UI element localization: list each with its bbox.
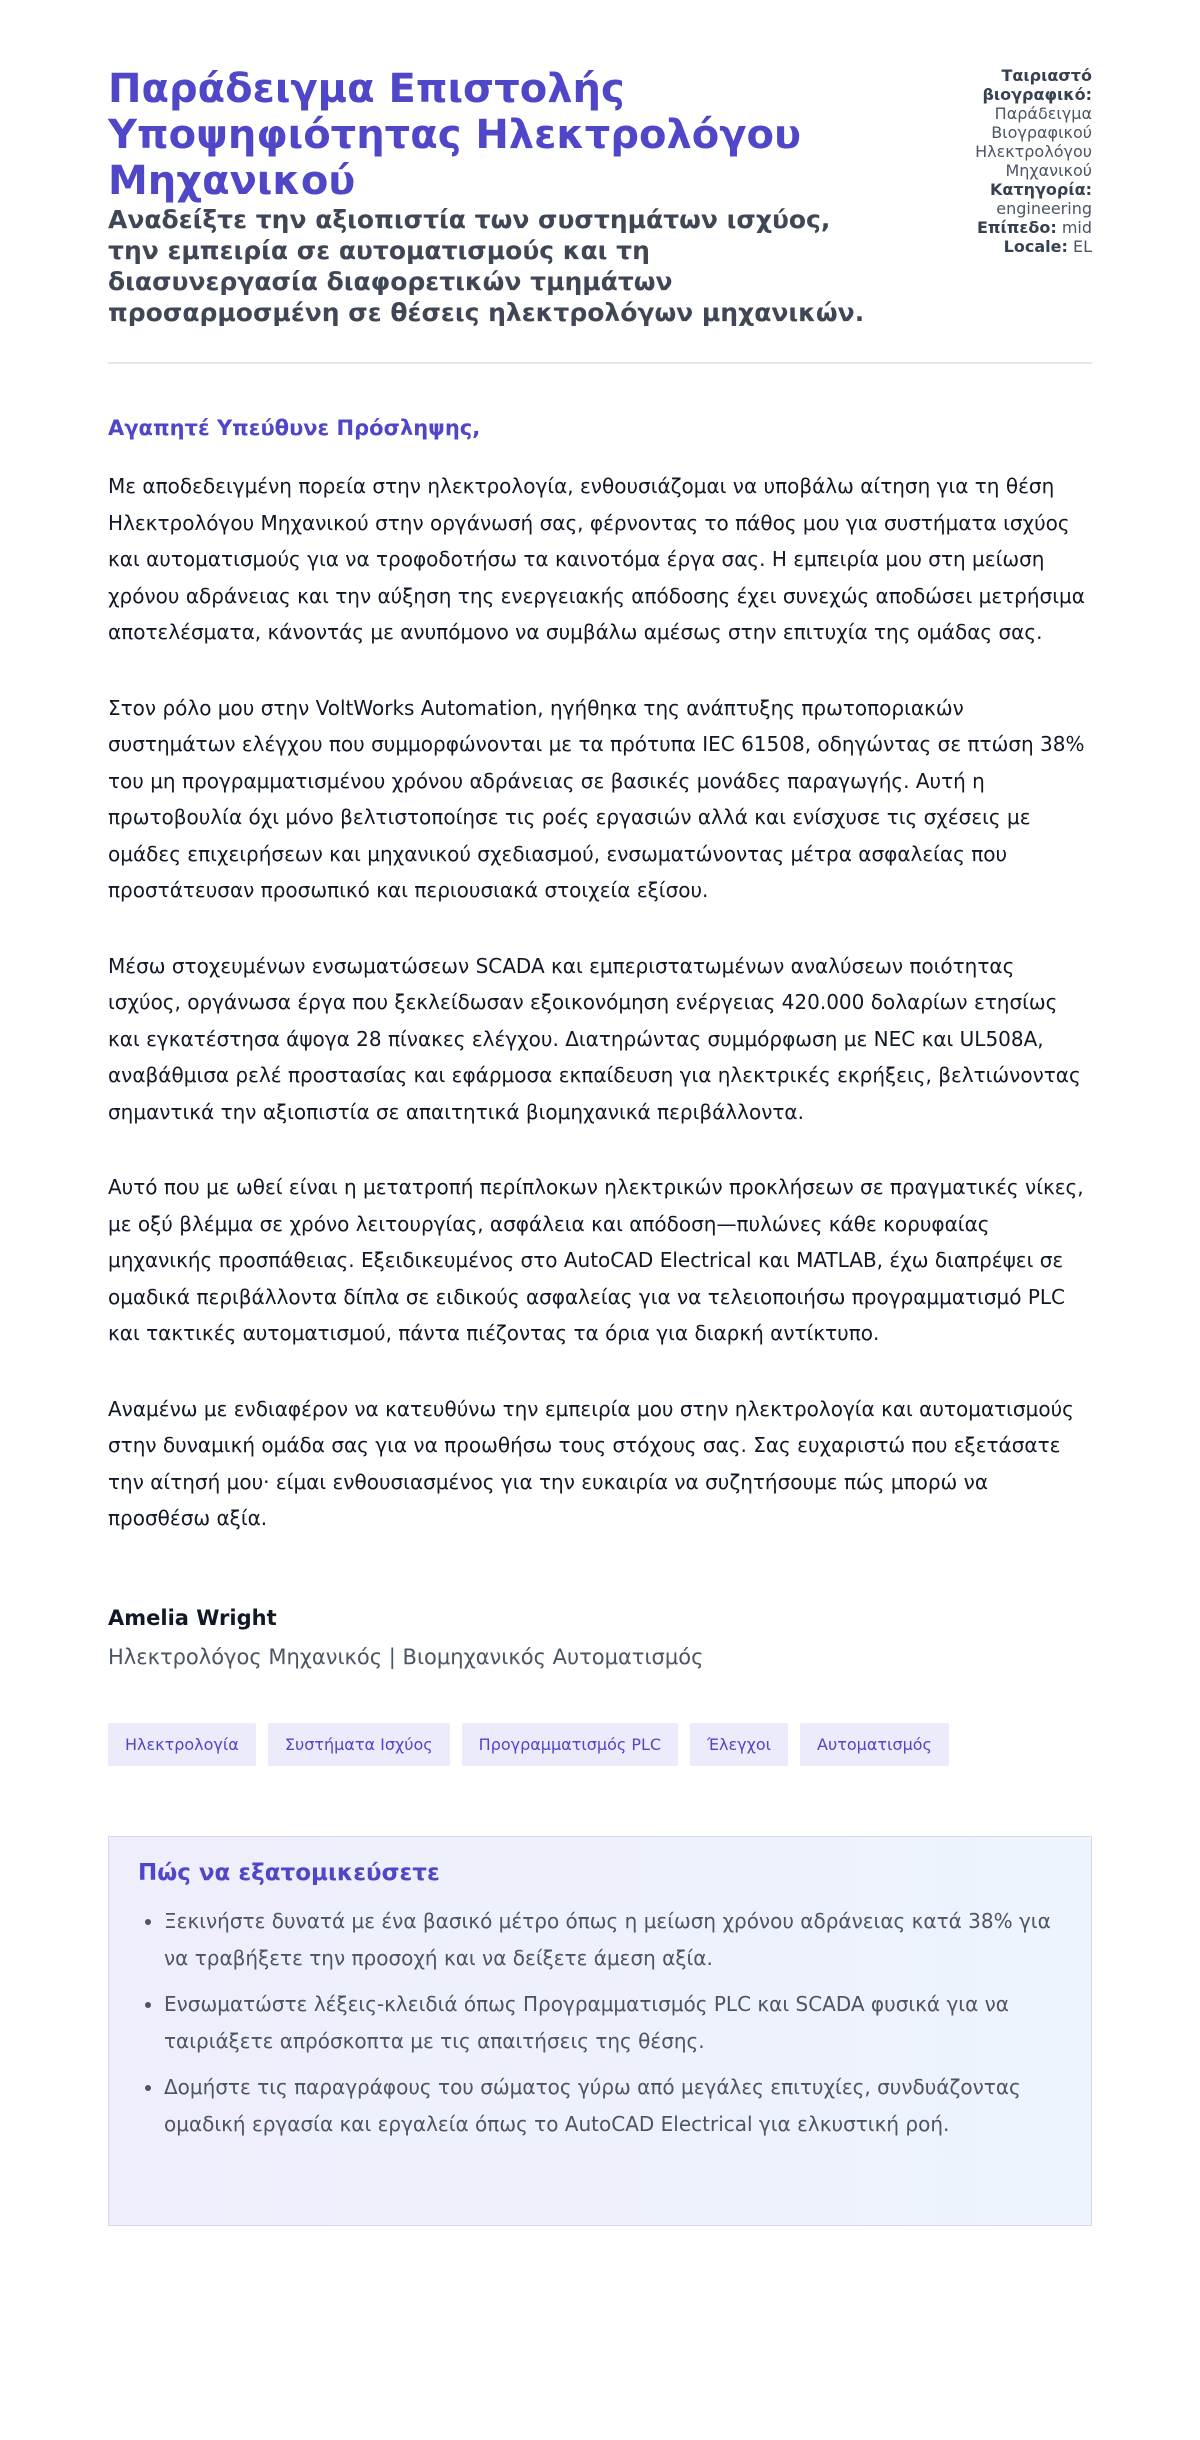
- signature-name: Amelia Wright: [108, 1605, 277, 1630]
- header: [108, 66, 1092, 328]
- body-paragraph: Με αποδεδειγμένη πορεία στην ηλεκτρολογία, ενθουσιάζομαι να υποβάλω αίτηση για τη θέση Ηλεκτρολόγου Μηχανικού στην οργάνωσή σας, φέρνοντας το πάθος μου για συστήματα ισχύος και αυτοματισμούς για να τροφοδοτήσω τα καινοτόμα έργα σας. Η εμπειρία μου στη μείωση χρόνου αδράνειας και την αύξηση της ενεργειακής απόδοσης έχει συνεχώς αποδώσει μετρήσιμα αποτελέσματα, κάνοντάς με ανυπόμονο να συμβάλω αμέσως στην επιτυχία της ομάδας σας.: [108, 474, 1085, 644]
- body-paragraph: Αυτό που με ωθεί είναι η μετατροπή περίπλοκων ηλεκτρικών προκλήσεων σε πραγματικές νίκες, με οξύ βλέμμα σε χρόνο λειτουργίας, ασφάλεια και απόδοση—πυλώνες κάθε κορυφαίας μηχανικής προσπάθειας. Εξειδικευμένος στο AutoCAD Electrical και MATLAB, έχω διαπρέψει σε ομαδικά περιβάλλοντα δίπλα σε ειδικούς ασφαλείας για να τελειοποιήσω προγραμματισμό PLC και τακτικές αυτοματισμού, πάντα πιέζοντας τα όρια για διαρκή αντίκτυπο.: [108, 1175, 1084, 1345]
- meta-level: Επίπεδο: mid: [976, 218, 1092, 237]
- page-subtitle: Αναδείξτε την αξιοπιστία των συστημάτων ισχύος, την εμπειρία σε αυτοματισμούς και τη διασυνεργασία διαφορετικών τμημάτων προσαρμοσμένη σε θέσεις ηλεκτρολόγων μηχανικών.: [108, 205, 865, 327]
- meta-level-value: mid: [1061, 218, 1092, 237]
- page-title: Παράδειγμα Επιστολής Υποψηφιότητας Ηλεκτρολόγου Μηχανικού: [108, 66, 801, 204]
- tag: Προγραμματισμός PLC: [462, 1723, 678, 1766]
- title-block: [108, 66, 868, 328]
- personalization-tips-box: [108, 1836, 1092, 2226]
- tag: Έλεγχοι: [690, 1723, 788, 1766]
- signature-role: Ηλεκτρολόγος Μηχανικός | Βιομηχανικός Αυτοματισμός: [108, 1644, 704, 1669]
- tag: Ηλεκτρολογία: [108, 1723, 256, 1766]
- tip-item: • Δομήστε τις παραγράφους του σώματος γύρω από μεγάλες επιτυχίες, συνδυάζοντας ομαδική εργασία και εργαλεία όπως το AutoCAD Electrical για ελκυστική ροή.: [164, 2069, 1062, 2143]
- salutation: Αγαπητέ Υπεύθυνε Πρόσληψης,: [108, 416, 481, 440]
- tips-title: Πώς να εξατομικεύσετε: [138, 1859, 440, 1886]
- tip-item: • Ενσωματώστε λέξεις-κλειδιά όπως Προγραμματισμός PLC και SCADA φυσικά για να ταιριάξετε απρόσκοπτα με τις απαιτήσεις της θέσης.: [164, 1986, 1062, 2060]
- meta-resume-value: Παράδειγμα Βιογραφικού Ηλεκτρολόγου Μηχανικού: [975, 104, 1092, 180]
- body-paragraph: Αναμένω με ενδιαφέρον να κατευθύνω την εμπειρία μου στην ηλεκτρολογία και αυτοματισμούς στην δυναμική ομάδα σας για να προωθήσω τους στόχους σας. Σας ευχαριστώ που εξετάσατε την αίτησή μου· είμαι ενθουσιασμένος για την ευκαιρία να συζητήσουμε πώς μπορώ να προσθέσω αξία.: [108, 1396, 1074, 1530]
- tag: Αυτοματισμός: [800, 1723, 949, 1766]
- meta-locale-value: EL: [1072, 237, 1092, 256]
- body-paragraph: Στον ρόλο μου στην VoltWorks Automation, ηγήθηκα της ανάπτυξης πρωτοποριακών συστημάτων ελέγχου που συμμορφώνονται με τα πρότυπα IEC 61508, οδηγώντας σε πτώση 38% του μη προγραμματισμένου χρόνου αδράνειας σε βασικές μονάδες παραγωγής. Αυτή η πρωτοβουλία όχι μόνο βελτιστοποίησε τις ροές εργασιών αλλά και ενίσχυσε τις σχέσεις με ομάδες επιχειρήσεων και μηχανικού σχεδιασμού, ενσωματώνοντας μέτρα ασφαλείας που προστάτευσαν προσωπικό και περιουσιακά στοιχεία εξίσου.: [108, 695, 1085, 902]
- tag-list: [108, 1723, 1092, 1766]
- tips-list: [138, 1903, 1062, 2143]
- body-paragraph: Μέσω στοχευμένων ενσωματώσεων SCADA και εμπεριστατωμένων αναλύσεων ποιότητας ισχύος, οργάνωσα έργα που ξεκλείδωσαν εξοικονόμηση ενέργειας 420.000 δολαρίων ετησίως και εγκατέστησα άψογα 28 πίνακες ελέγχου. Διατηρώντας συμμόρφωση με NEC και UL508A, αναβάθμισα ρελέ προστασίας και εφάρμοσα εκπαίδευση για ηλεκτρικές εκρήξεις, βελτιώνοντας σημαντικά την αξιοπιστία σε απαιτητικά βιομηχανικά περιβάλλοντα.: [108, 953, 1081, 1124]
- meta-resume-label: Ταιριαστό βιογραφικό:: [982, 66, 1092, 104]
- header-divider: [108, 362, 1092, 364]
- meta-category: Κατηγορία:: [990, 180, 1092, 199]
- meta-category-value: engineering: [996, 199, 1092, 218]
- tip-item: • Ξεκινήστε δυνατά με ένα βασικό μέτρο όπως η μείωση χρόνου αδράνειας κατά 38% για να τραβήξετε την προσοχή και να δείξετε άμεση αξία.: [164, 1903, 1062, 1977]
- meta-panel: [912, 66, 1092, 256]
- tag: Συστήματα Ισχύος: [268, 1723, 450, 1766]
- meta-locale: Locale: EL: [1003, 237, 1092, 256]
